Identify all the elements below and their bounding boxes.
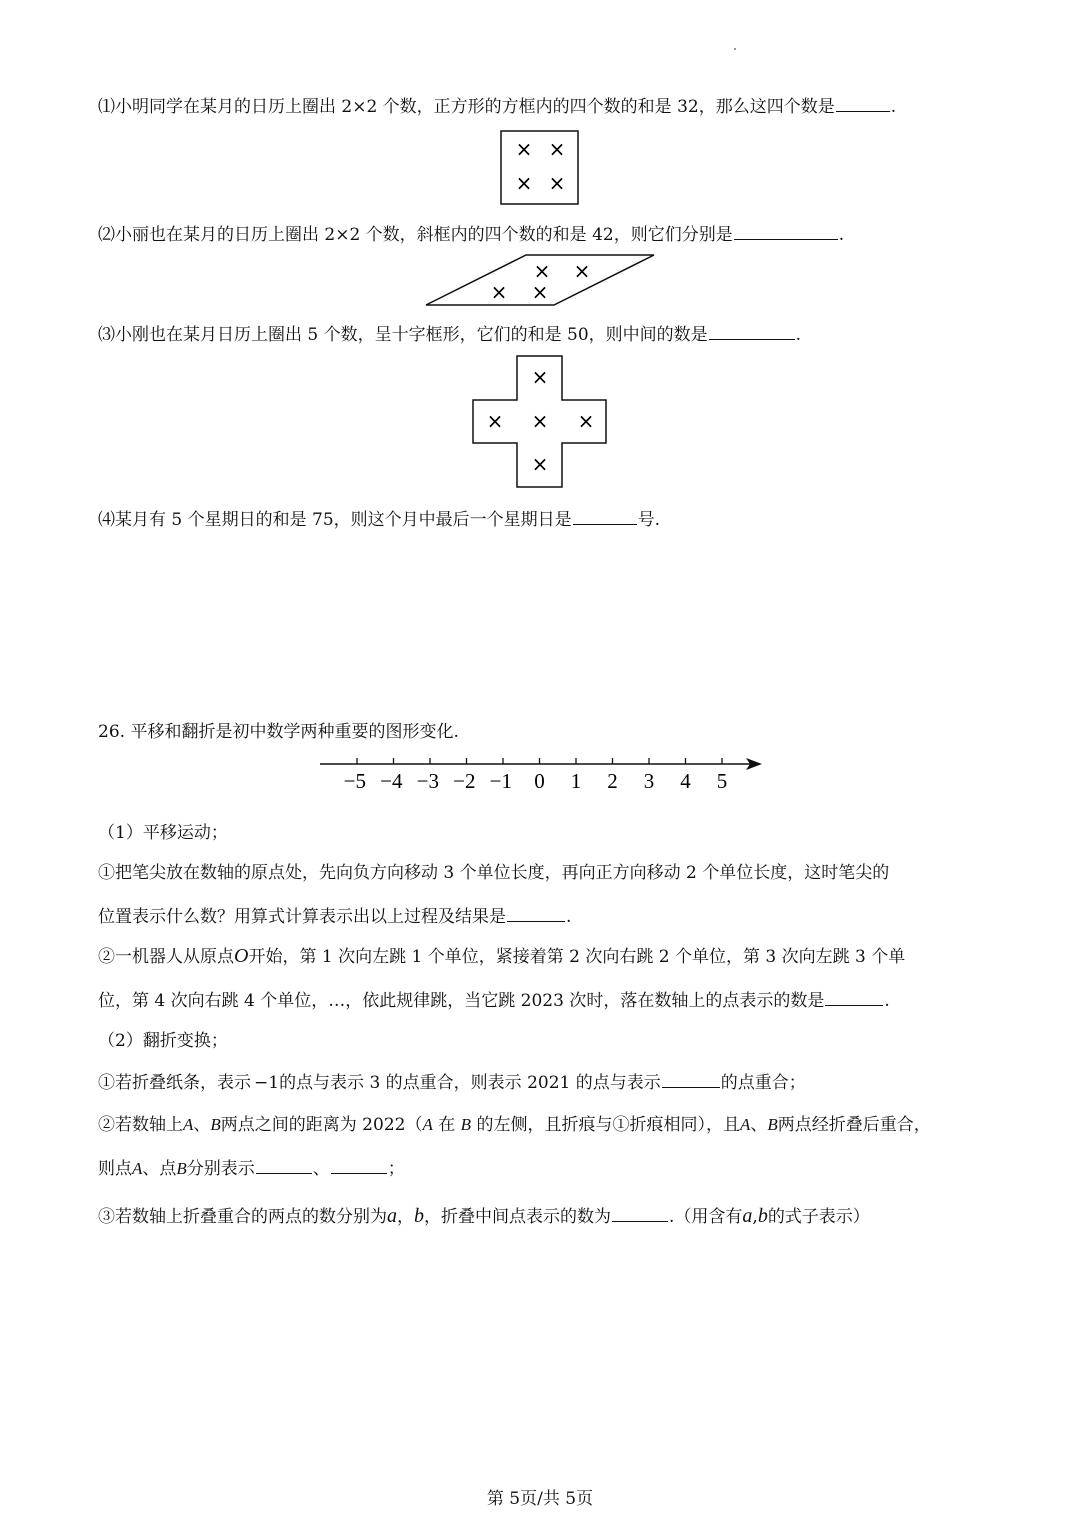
answer-blank[interactable] xyxy=(836,93,890,112)
q25-part2 xyxy=(98,220,844,245)
q26-s1-b-line1 xyxy=(98,942,905,968)
cross-mark: × xyxy=(531,409,549,433)
answer-blank[interactable] xyxy=(734,221,838,240)
text: 的左侧，且折痕与①折痕相同），且 xyxy=(471,1115,740,1135)
text: ，折叠中间点表示的数为 xyxy=(424,1207,611,1227)
num-neg1: −1 xyxy=(254,1073,280,1093)
var-a: A xyxy=(132,1159,143,1178)
speck xyxy=(734,48,736,50)
q25-part4-text: ⑷某月有 5 个星期日的和是 75，则这个月中最后一个星期日是 xyxy=(98,510,572,530)
number-line-label: 2 xyxy=(607,769,618,793)
text: 的式子表示） xyxy=(767,1207,870,1227)
q26-s1-b-line2 xyxy=(98,986,890,1011)
number-line-label: 1 xyxy=(570,769,582,793)
number-line-label: −4 xyxy=(380,769,403,793)
q26-s2-b-line1 xyxy=(98,1110,931,1135)
answer-blank[interactable] xyxy=(507,903,565,922)
q25-part3-text: ⑶小刚也在某月日历上圈出 5 个数，呈十字框形，它们的和是 50，则中间的数是 xyxy=(98,325,708,345)
var-b: B xyxy=(767,1115,778,1134)
number-line-label: −5 xyxy=(343,769,366,793)
q26-title: 26. 平移和翻折是初中数学两种重要的图形变化. xyxy=(98,722,459,742)
period: . xyxy=(884,991,890,1011)
q26-s2-a xyxy=(98,1068,806,1093)
var-a: a xyxy=(387,1205,397,1227)
text: 则点 xyxy=(98,1159,132,1179)
var-a: a xyxy=(742,1205,753,1227)
var-a: A xyxy=(739,1115,751,1134)
q25-part4-suffix: 号. xyxy=(637,510,661,530)
cross-mark: × xyxy=(490,280,508,304)
text: 、点 xyxy=(142,1159,177,1179)
number-line-label: 5 xyxy=(716,769,728,793)
text: 的点与表示 3 的点重合，则表示 2021 的点与表示 xyxy=(279,1073,661,1093)
cross-mark: × xyxy=(515,137,533,161)
cross-mark: × xyxy=(531,452,549,476)
var-b: B xyxy=(460,1115,472,1134)
period: . xyxy=(890,97,897,117)
text: 、 xyxy=(193,1115,211,1135)
q25-part4 xyxy=(98,505,660,530)
cross-mark: × xyxy=(548,137,566,161)
text: ②一机器人从原点 xyxy=(98,947,234,967)
answer-blank[interactable] xyxy=(331,1155,387,1174)
answer-blank[interactable] xyxy=(709,321,795,340)
cross-mark: × xyxy=(577,409,595,433)
var-o: O xyxy=(234,945,249,967)
number-line-label: 4 xyxy=(680,769,691,793)
text: ， xyxy=(397,1207,414,1227)
number-line-label: −1 xyxy=(489,769,512,793)
var-a: A xyxy=(183,1115,194,1134)
text: 的点重合； xyxy=(720,1073,806,1093)
answer-blank[interactable] xyxy=(825,987,883,1006)
number-line-label: −3 xyxy=(416,769,439,793)
text: 开始，第 1 次向左跳 1 个单位，紧接着第 2 次向右跳 2 个单位，第 3 次向左跳 3 个单 xyxy=(248,947,906,967)
cross-mark: × xyxy=(531,280,549,304)
square-frame-figure xyxy=(500,130,580,206)
text: 分别表示 xyxy=(186,1159,255,1179)
q25-part1 xyxy=(98,92,896,117)
q26-s2-c xyxy=(98,1202,870,1228)
cross-mark: × xyxy=(548,171,566,195)
text: 、 xyxy=(312,1159,330,1179)
number-line-label: 0 xyxy=(534,769,545,793)
parallelogram-frame-figure xyxy=(424,252,658,308)
period: . xyxy=(838,225,845,245)
cross-frame-figure xyxy=(470,354,610,490)
period: . xyxy=(566,907,572,927)
text: ①若折叠纸条，表示 xyxy=(98,1073,251,1093)
q26-s2-head: （2）翻折变换； xyxy=(98,1031,228,1051)
answer-blank[interactable] xyxy=(612,1203,668,1222)
cross-mark: × xyxy=(531,365,549,389)
q25-part3 xyxy=(98,320,801,345)
var-a: A xyxy=(422,1115,433,1134)
var-b: b xyxy=(414,1205,424,1227)
number-line-label: −2 xyxy=(453,769,476,793)
text: .（用含有 xyxy=(669,1207,743,1227)
cross-mark: × xyxy=(486,409,504,433)
q26-s1-a-line2 xyxy=(98,902,571,927)
text: 两点之间的距离为 2022（ xyxy=(220,1115,423,1135)
var-b: b xyxy=(757,1205,768,1227)
number-line-label: 3 xyxy=(643,769,655,793)
cross-mark: × xyxy=(533,259,551,283)
text: ； xyxy=(387,1159,405,1179)
square-frame xyxy=(501,131,578,204)
answer-blank[interactable] xyxy=(662,1069,720,1088)
number-line xyxy=(318,752,768,796)
q26-s2-b-line2 xyxy=(98,1154,405,1179)
answer-blank[interactable] xyxy=(573,506,637,525)
q26-s1-a-line1: ①把笔尖放在数轴的原点处，先向负方向移动 3 个单位长度，再向正方向移动 2 个单位长度，这时笔尖的 xyxy=(98,863,890,883)
text: 、 xyxy=(750,1115,768,1135)
q26-s1-head: （1）平移运动； xyxy=(98,823,228,843)
page-footer: 第 5页/共 5页 xyxy=(486,1489,594,1509)
var-b: B xyxy=(210,1115,221,1134)
var-b: B xyxy=(176,1159,187,1178)
text: ③若数轴上折叠重合的两点的数分别为 xyxy=(98,1207,387,1227)
cross-mark: × xyxy=(515,171,533,195)
text: 两点经折叠后重合， xyxy=(777,1115,931,1135)
comma: , xyxy=(752,1207,758,1227)
period: . xyxy=(795,325,802,345)
q25-part1-text: ⑴小明同学在某月的日历上圈出 2×2 个数，正方形的方框内的四个数的和是 32，那么这四个数是 xyxy=(98,97,835,117)
text: 位，第 4 次向右跳 4 个单位，…，依此规律跳，当它跳 2023 次时，落在数轴上的点表示的数是 xyxy=(98,991,825,1011)
text: 在 xyxy=(432,1115,461,1135)
q26-s1-a-text: 位置表示什么数？用算式计算表示出以上过程及结果是 xyxy=(98,907,506,927)
text: ②若数轴上 xyxy=(98,1115,183,1135)
answer-blank[interactable] xyxy=(256,1155,312,1174)
cross-mark: × xyxy=(573,259,591,283)
q25-part2-text: ⑵小丽也在某月的日历上圈出 2×2 个数，斜框内的四个数的和是 42，则它们分别是 xyxy=(98,225,733,245)
